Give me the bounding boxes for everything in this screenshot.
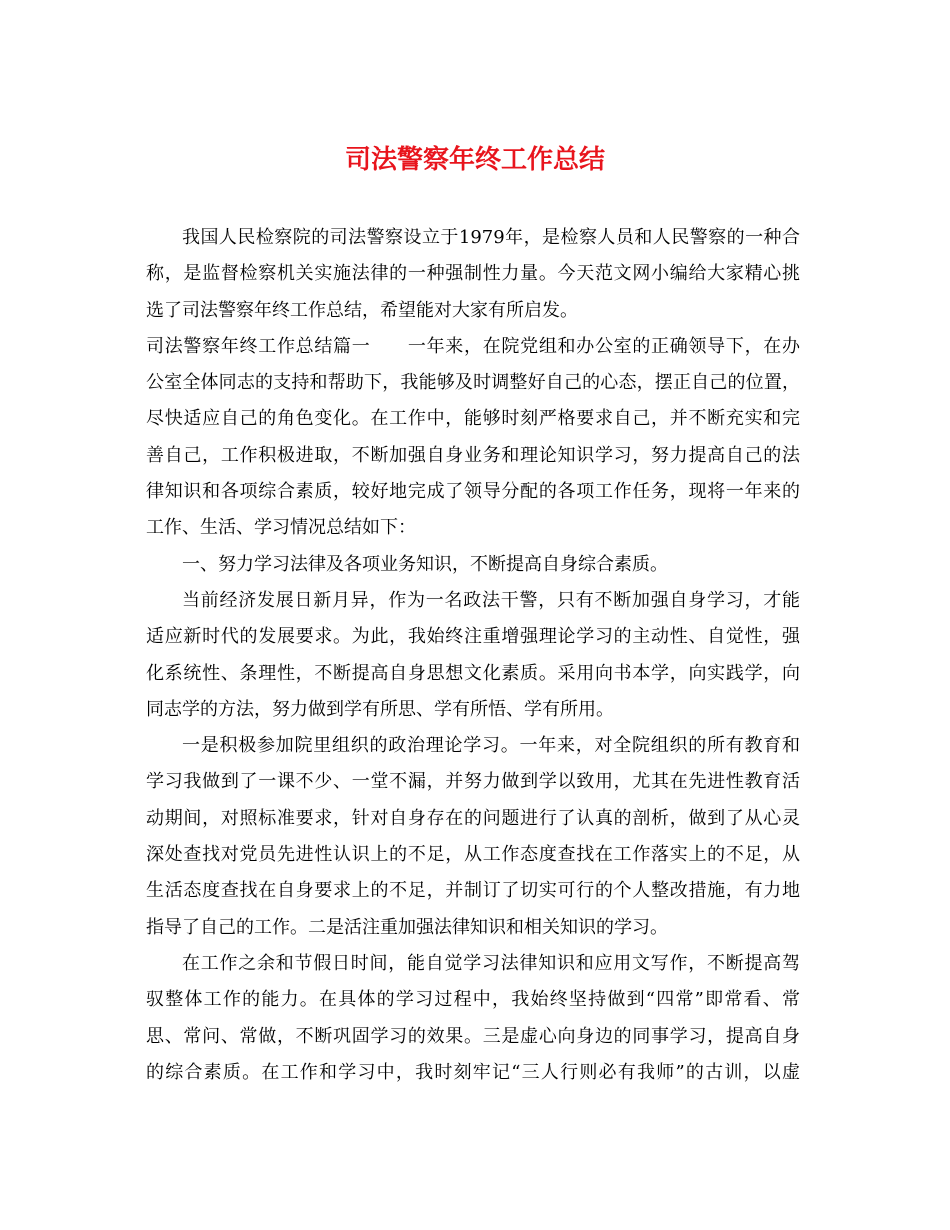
paragraph-line: 一是积极参加院里组织的政治理论学习。一年来，对全院组织的所有教育和 xyxy=(182,735,800,757)
paragraph-line: 指导了自己的工作。二是活注重加强法律知识和相关知识的学习。 xyxy=(146,916,668,938)
paragraph-line: 当前经济发展日新月异，作为一名政法干警，只有不断加强自身学习，才能 xyxy=(182,589,800,611)
document-body xyxy=(146,220,800,1091)
paragraph-line: 公室全体同志的支持和帮助下，我能够及时调整好自己的心态，摆正自己的位置， xyxy=(146,372,800,394)
paragraph-line: 化系统性、条理性，不断提高自身思想文化素质。采用向书本学，向实践学，向 xyxy=(146,662,800,684)
paragraph-line: 动期间，对照标准要求，针对自身存在的问题进行了认真的剖析，做到了从心灵 xyxy=(146,807,800,829)
paragraph-line: 学习我做到了一课不少、一堂不漏，并努力做到学以致用，尤其在先进性教育活 xyxy=(146,771,800,793)
paragraph-line: 在工作之余和节假日时间，能自觉学习法律知识和应用文写作，不断提高驾 xyxy=(182,952,800,974)
paragraph-line: 生活态度查找在自身要求上的不足，并制订了切实可行的个人整改措施，有力地 xyxy=(146,880,800,902)
paragraph-line: 适应新时代的发展要求。为此，我始终注重增强理论学习的主动性、自觉性，强 xyxy=(146,626,800,648)
paragraph-line: 司法警察年终工作总结篇一 一年来，在院党组和办公室的正确领导下，在办 xyxy=(146,335,800,357)
paragraph-line: 驭整体工作的能力。在具体的学习过程中，我始终坚持做到“四常”即常看、常 xyxy=(146,989,800,1011)
paragraph-line: 称，是监督检察机关实施法律的一种强制性力量。今天范文网小编给大家精心挑 xyxy=(146,263,800,285)
paragraph-line: 善自己，工作积极进取，不断加强自身业务和理论知识学习，努力提高自己的法 xyxy=(146,444,800,466)
paragraph-line: 我国人民检察院的司法警察设立于1979年，是检察人员和人民警察的一种合 xyxy=(182,227,800,248)
paragraph-line: 同志学的方法，努力做到学有所思、学有所悟、学有所用。 xyxy=(146,698,614,720)
paragraph-line: 工作、生活、学习情况总结如下： xyxy=(146,517,416,539)
paragraph-line: 思、常问、常做，不断巩固学习的效果。三是虚心向身边的同事学习，提高自身 xyxy=(146,1025,800,1047)
paragraph-line: 律知识和各项综合素质，较好地完成了领导分配的各项工作任务，现将一年来的 xyxy=(146,481,800,503)
section-heading: 一、努力学习法律及各项业务知识，不断提高自身综合素质。 xyxy=(182,553,668,575)
paragraph-line: 的综合素质。在工作和学习中，我时刻牢记“三人行则必有我师”的古训，以虚 xyxy=(146,1061,800,1083)
paragraph-line: 深处查找对党员先进性认识上的不足，从工作态度查找在工作落实上的不足，从 xyxy=(146,844,800,866)
paragraph-line: 选了司法警察年终工作总结，希望能对大家有所启发。 xyxy=(146,299,578,321)
document-title: 司法警察年终工作总结 xyxy=(344,145,605,175)
paragraph-line: 尽快适应自己的角色变化。在工作中，能够时刻严格要求自己，并不断充实和完 xyxy=(146,408,800,430)
